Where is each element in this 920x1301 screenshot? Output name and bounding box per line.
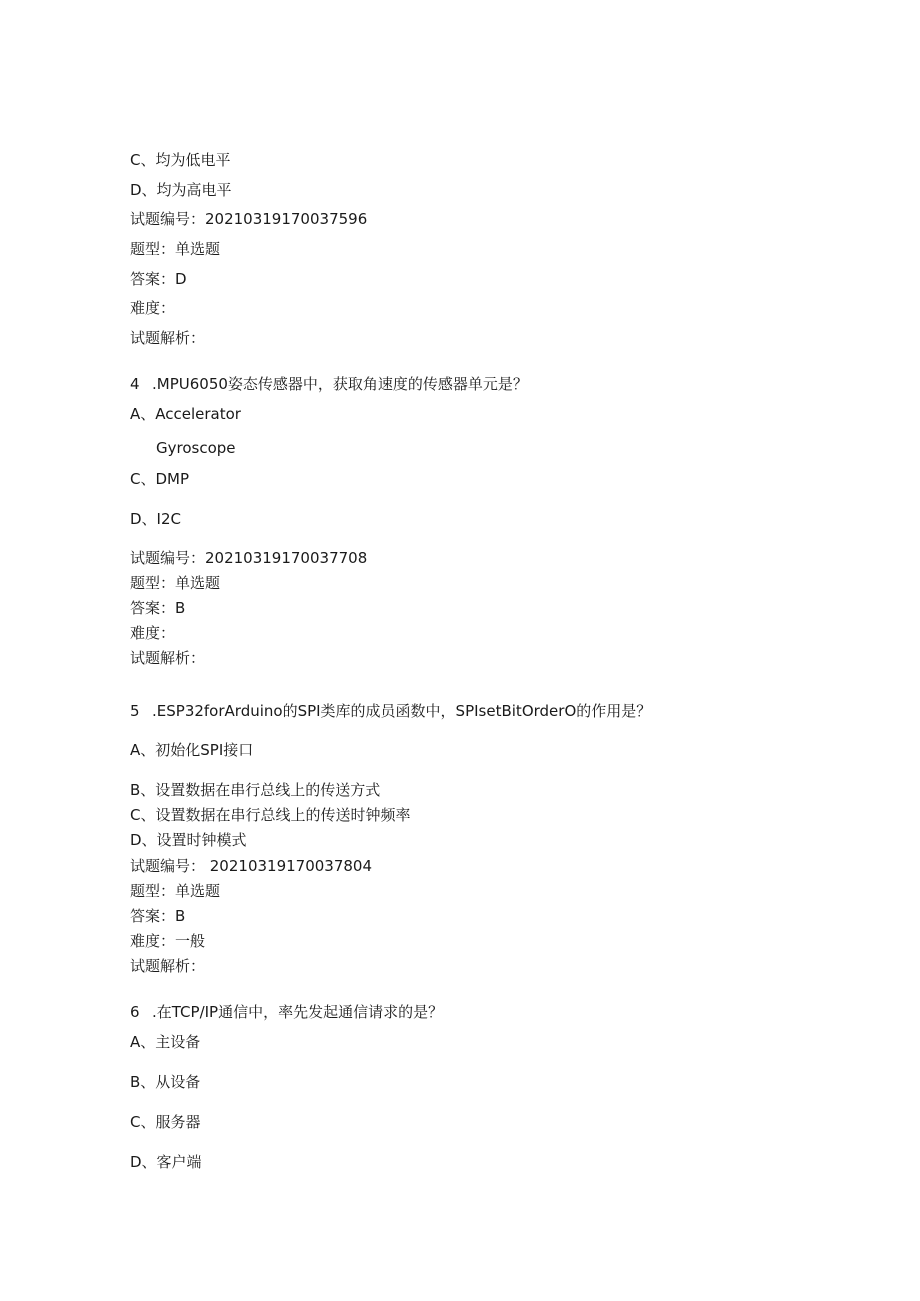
q5-number: 5 xyxy=(130,702,140,720)
q3-option-d: D、均为高电平 xyxy=(130,181,232,199)
q5-answer: 答案：B xyxy=(130,907,186,925)
q4-stem-line xyxy=(130,374,528,394)
q4-stem: .MPU6050姿态传感器中，获取角速度的传感器单元是？ xyxy=(152,375,528,393)
q6-option-a: A、主设备 xyxy=(130,1033,201,1051)
q3-analysis: 试题解析： xyxy=(130,329,206,347)
q6-number: 6 xyxy=(130,1003,140,1021)
q4-option-d: D、I2C xyxy=(130,510,181,528)
q5-option-c: C、设置数据在串行总线上的传送时钟频率 xyxy=(130,806,411,824)
q4-type: 题型：单选题 xyxy=(130,574,221,592)
q5-option-d: D、设置时钟模式 xyxy=(130,831,247,849)
q6-stem: .在TCP/IP通信中，率先发起通信请求的是？ xyxy=(152,1003,444,1021)
q4-number: 4 xyxy=(130,375,140,393)
q5-stem-line xyxy=(130,701,651,721)
q5-analysis: 试题解析： xyxy=(130,957,206,975)
q5-difficulty: 难度：一般 xyxy=(130,932,206,950)
q5-id: 试题编号： 20210319170037804 xyxy=(130,857,373,875)
q3-difficulty: 难度： xyxy=(130,299,176,317)
q4-difficulty: 难度： xyxy=(130,624,176,642)
q4-analysis: 试题解析： xyxy=(130,649,206,667)
q3-option-c: C、均为低电平 xyxy=(130,151,231,169)
q5-option-a: A、初始化SPI接口 xyxy=(130,741,254,759)
q5-option-b: B、设置数据在串行总线上的传送方式 xyxy=(130,781,381,799)
q5-stem: .ESP32forArduino的SPI类库的成员函数中，SPIsetBitOrderO的作用是？ xyxy=(152,702,652,720)
q6-stem-line xyxy=(130,1002,443,1022)
q4-id: 试题编号：20210319170037708 xyxy=(130,549,368,567)
q4-option-a: A、Accelerator xyxy=(130,405,241,423)
q4-option-b: Gyroscope xyxy=(156,439,236,457)
q4-option-c: C、DMP xyxy=(130,470,190,488)
q6-option-c: C、服务器 xyxy=(130,1113,201,1131)
q3-answer: 答案：D xyxy=(130,270,187,288)
q6-option-d: D、客户端 xyxy=(130,1153,202,1171)
q6-option-b: B、从设备 xyxy=(130,1073,201,1091)
q3-type: 题型：单选题 xyxy=(130,240,221,258)
q4-answer: 答案：B xyxy=(130,599,186,617)
q5-type: 题型：单选题 xyxy=(130,882,221,900)
q3-id: 试题编号：20210319170037596 xyxy=(130,210,368,228)
